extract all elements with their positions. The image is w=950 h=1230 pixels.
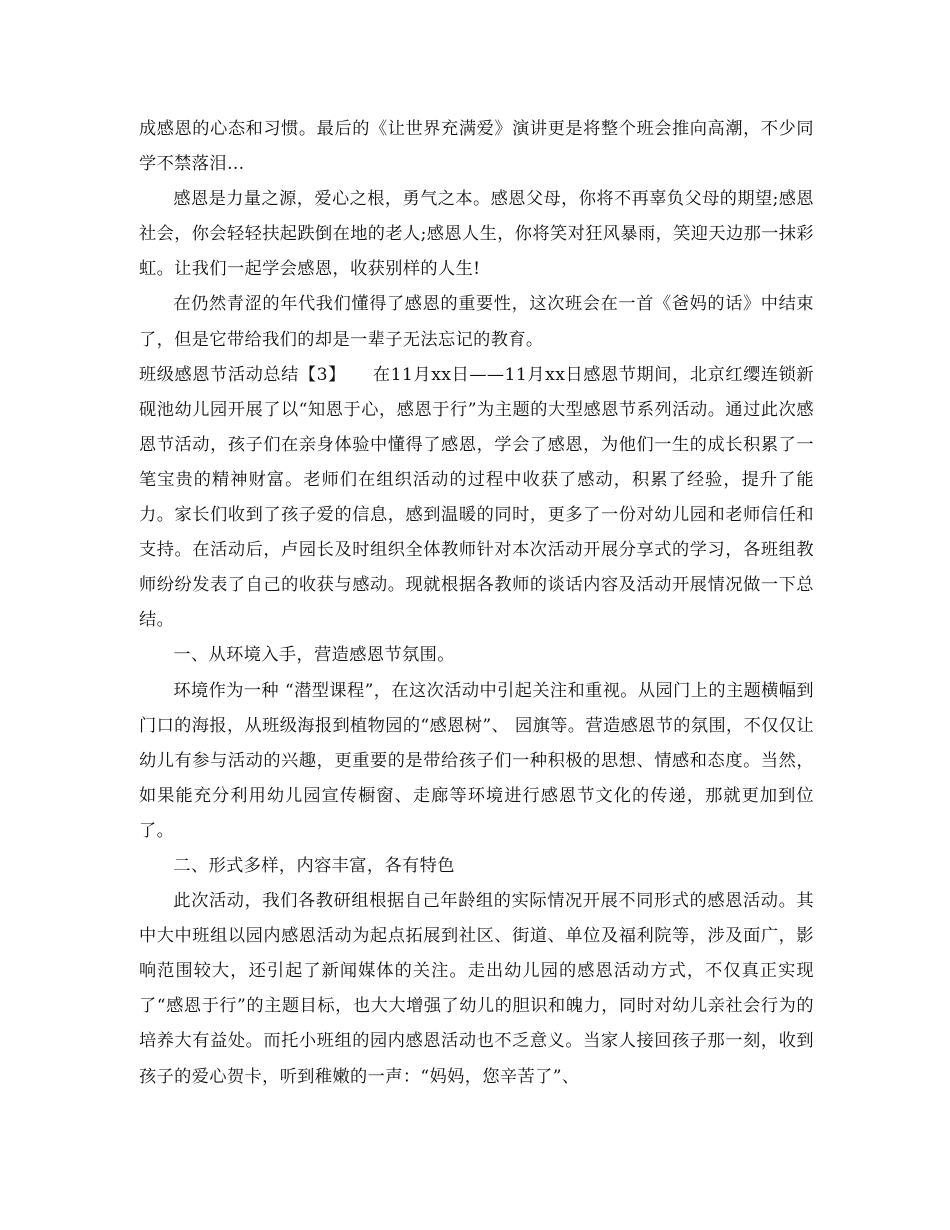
paragraph-class-meeting-end: 在仍然青涩的年代我们懂得了感恩的重要性，这次班会在一首《爸妈的话》中结束了，但是它带给我们的却是一辈子无法忘记的教育。 [139, 294, 814, 350]
section-heading-forms: 二、形式多样，内容丰富，各有特色 [173, 855, 455, 876]
paragraph-gratitude-summary: 感恩是力量之源，爱心之根，勇气之本。感恩父母，你将不再辜负父母的期望;感恩社会，你会轻轻扶起跌倒在地的老人;感恩人生，你将笑对狂风暴雨，笑迎天边那一抹彩虹。让我们一起学会感恩，收获别样的人生! [139, 189, 814, 280]
paragraph-activities: 此次活动，我们各教研组根据自己年龄组的实际情况开展不同形式的感恩活动。其中大中班组以园内感恩活动为起点拓展到社区、街道、单位及福利院等，涉及面广，影响范围较大，还引起了新闻媒体的关注。走出幼儿园的感恩活动方式，不仅真正实现了“感恩于行”的主题目标，也大大增强了幼儿的胆识和魄力，同时对幼儿亲社会行为的培养大有益处。而托小班组的园内感恩活动也不乏意义。当家人接回孩子那一刻，收到孩子的爱心贺卡，听到稚嫩的一声：“妈妈，您辛苦了”、 [139, 891, 814, 1087]
section-heading-environment: 一、从环境入手，营造感恩节氛围。 [173, 645, 455, 666]
paragraph-section-3-intro: 班级感恩节活动总结【3】 在11月xx日——11月xx日感恩节期间，北京红缨连锁新砚池幼儿园开展了以“知恩于心，感恩于行”为主题的大型感恩节系列活动。通过此次感恩节活动，孩子们在亲身体验中懂得了感恩，学会了感恩，为他们一生的成长积累了一笔宝贵的精神财富。老师们在组织活动的过程中收获了感动，积累了经验，提升了能力。家长们收到了孩子爱的信息，感到温暖的同时，更多了一份对幼儿园和老师信任和支持。在活动后，卢园长及时组织全体教师针对本次活动开展分享式的学习，各班组教师纷纷发表了自己的收获与感动。现就根据各教师的谈话内容及活动开展情况做一下总结。 [139, 364, 814, 631]
paragraph-continuation: 成感恩的心态和习惯。最后的《让世界充满爱》演讲更是将整个班会推向高潮，不少同学不禁落泪… [139, 119, 814, 175]
document-body [139, 112, 814, 1095]
paragraph-environment: 环境作为一种 “潜型课程”，在这次活动中引起关注和重视。从园门上的主题横幅到门口的海报，从班级海报到植物园的“感恩树”、 园旗等。营造感恩节的氛围，不仅仅让幼儿有参与活动的兴趣，更重要的是带给孩子们一种积极的思想、情感和态度。当然，如果能充分利用幼儿园宣传橱窗、走廊等环境进行感恩节文化的传递，那就更加到位了。 [139, 680, 814, 841]
